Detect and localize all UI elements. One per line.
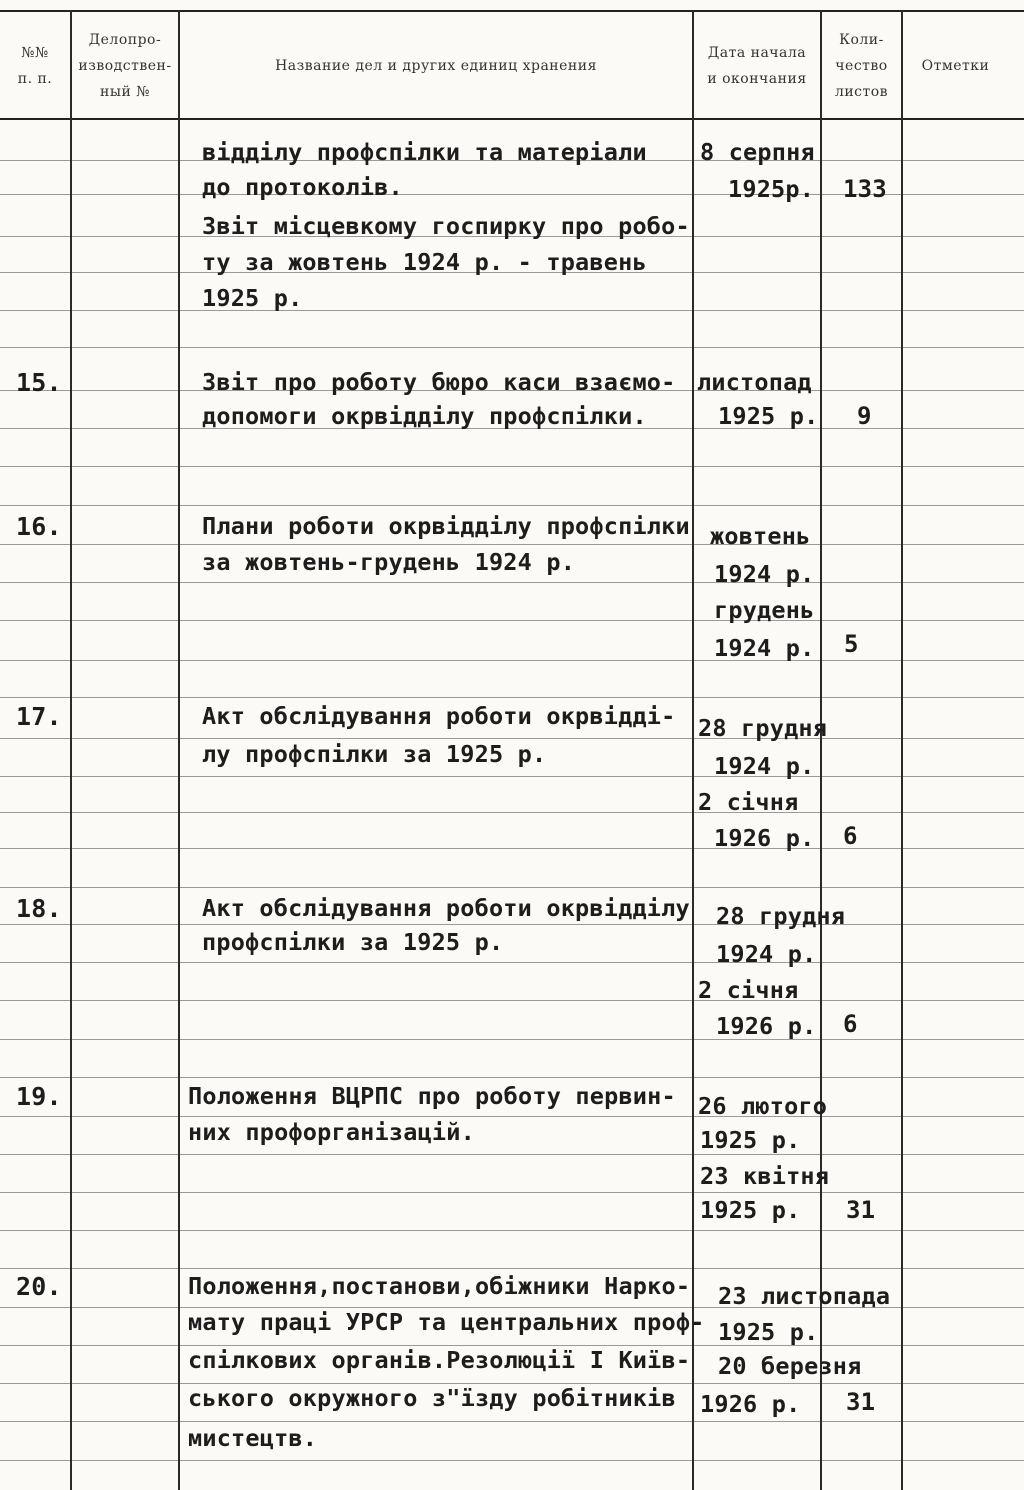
ruled-line <box>0 776 1024 777</box>
entry-title-line: ського окружного з"їзду робітників <box>188 1384 676 1412</box>
entry-date-line: 1924 р. <box>716 940 817 968</box>
ruled-line <box>0 1230 1024 1231</box>
entry-sheet-count: 5 <box>844 630 859 658</box>
entry-number: 18. <box>16 894 62 923</box>
ruled-line <box>0 924 1024 925</box>
entry-date-line: 1926 р. <box>714 824 815 852</box>
entry-number: 19. <box>16 1082 62 1111</box>
entry-title-line: Акт обслідування роботи окрвідді- <box>202 702 676 730</box>
entry-date-line: 1925 р. <box>700 1196 801 1224</box>
entry-title-line: спілкових органів.Резолюції І Київ- <box>188 1346 691 1374</box>
column-divider <box>820 10 822 1490</box>
column-divider <box>70 10 72 1490</box>
entry-date-line: 2 січня <box>698 788 799 816</box>
ruled-line <box>0 466 1024 467</box>
entry-date-line: 8 серпня <box>700 138 815 166</box>
entry-date-line: 1925 р. <box>718 402 819 430</box>
entry-title-line: мату праці УРСР та центральних проф- <box>188 1308 705 1336</box>
entry-sheet-count: 31 <box>846 1196 876 1224</box>
ruled-line <box>0 738 1024 739</box>
entry-date-line: 1925 р. <box>700 1126 801 1154</box>
ruled-line <box>0 1077 1024 1078</box>
header-number: №№ п. п. <box>17 45 53 87</box>
ruled-line <box>0 505 1024 506</box>
ruled-line <box>0 812 1024 813</box>
entry-number: 16. <box>16 512 62 541</box>
ruled-line <box>0 887 1024 888</box>
ruled-line <box>0 347 1024 348</box>
ruled-line <box>0 962 1024 963</box>
entry-sheet-count: 6 <box>843 1010 858 1038</box>
entry-date-line: жовтень <box>710 522 811 550</box>
entry-date-line: листопад <box>697 368 812 396</box>
entry-date-line: 28 грудня <box>716 902 846 930</box>
entry-number: 15. <box>16 368 62 397</box>
entry-date-line: 1924 р. <box>714 752 815 780</box>
ruled-line <box>0 1116 1024 1117</box>
entry-title-line: за жовтень-грудень 1924 р. <box>202 548 576 576</box>
header-office-number: Делопро- изводствен- ный № <box>78 32 172 100</box>
entry-title-line: Звіт про роботу бюро каси взаємо- <box>202 368 676 396</box>
entry-date-line: 23 листопада <box>718 1282 891 1310</box>
entry-title-line: лу профспілки за 1925 р. <box>202 740 547 768</box>
ruled-line <box>0 848 1024 849</box>
entry-date-line: 1926 р. <box>700 1390 801 1418</box>
entry-date-line: 20 березня <box>718 1352 862 1380</box>
column-divider <box>178 10 180 1490</box>
ruled-line <box>0 1421 1024 1422</box>
ruled-line <box>0 1192 1024 1193</box>
entry-date-line: 1924 р. <box>714 634 815 662</box>
entry-title-line: Акт обслідування роботи окрвідділу <box>202 894 690 922</box>
ruled-line <box>0 1039 1024 1040</box>
entry-number: 20. <box>16 1272 62 1301</box>
entry-date-line: 28 грудня <box>698 714 828 742</box>
entry-title-line: відділу профспілки та матеріали <box>202 138 647 166</box>
entry-date-line: 1925 р. <box>718 1318 819 1346</box>
header-dates: Дата начала и окончания <box>707 45 807 87</box>
ruled-line <box>0 310 1024 311</box>
entry-sheet-count: 9 <box>857 402 872 430</box>
entry-title-line: мистецтв. <box>188 1424 318 1452</box>
entry-title-line: ту за жовтень 1924 р. - травень <box>202 248 647 276</box>
ruled-line <box>0 697 1024 698</box>
entry-title-line: Положення ВЦРПС про роботу первин- <box>188 1082 676 1110</box>
ruled-line <box>0 1000 1024 1001</box>
ruled-line <box>0 582 1024 583</box>
entry-date-line: 2 січня <box>698 976 799 1004</box>
entry-title-line: допомоги окрвідділу профспілки. <box>202 402 647 430</box>
entry-title-line: них профорганізацій. <box>188 1118 475 1146</box>
entry-date-line: 23 квітня <box>700 1162 830 1190</box>
header-title: Название дел и других единиц хранения <box>275 58 597 74</box>
entry-title-line: 1925 р. <box>202 284 303 312</box>
header-notes: Отметки <box>921 58 990 74</box>
entry-title-line: до протоколів. <box>202 173 403 201</box>
entry-title-line: Звіт місцевкому госпирку про робо- <box>202 212 690 240</box>
entry-sheet-count: 133 <box>843 175 887 203</box>
entry-title-line: Плани роботи окрвідділу профспілки <box>202 512 690 540</box>
entry-title-line: профспілки за 1925 р. <box>202 928 504 956</box>
entry-title-line: Положення,постанови,обіжники Нарко- <box>188 1272 691 1300</box>
entry-date-line: 1926 р. <box>716 1012 817 1040</box>
ruled-line <box>0 1154 1024 1155</box>
ruled-line <box>0 1268 1024 1269</box>
entry-sheet-count: 6 <box>843 822 858 850</box>
entry-number: 17. <box>16 702 62 731</box>
ruled-line <box>0 544 1024 545</box>
entry-date-line: грудень <box>714 596 815 624</box>
entry-date-line: 26 лютого <box>698 1092 828 1120</box>
entry-date-line: 1924 р. <box>714 560 815 588</box>
entry-date-line: 1925р. <box>728 175 815 203</box>
column-divider <box>901 10 903 1490</box>
column-divider <box>692 10 694 1490</box>
header-sheets: Коли- чество листов <box>834 32 889 100</box>
ruled-line <box>0 660 1024 661</box>
entry-sheet-count: 31 <box>846 1388 876 1416</box>
ruled-line <box>0 1460 1024 1461</box>
ruled-line <box>0 620 1024 621</box>
